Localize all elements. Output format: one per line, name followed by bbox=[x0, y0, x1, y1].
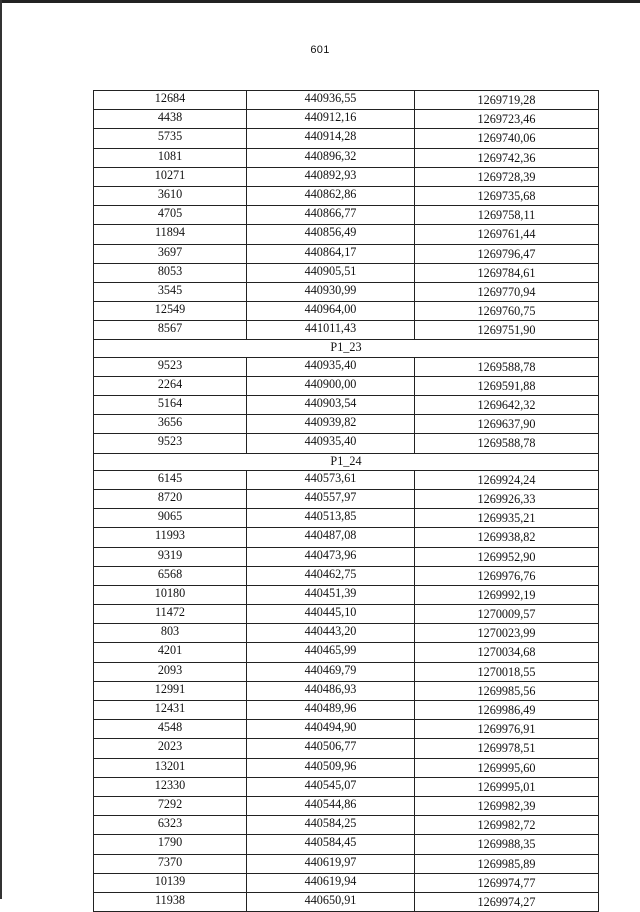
y-coordinate-cell: 1269995,01 bbox=[415, 777, 599, 796]
table-row bbox=[94, 854, 599, 873]
table-row bbox=[94, 873, 599, 892]
x-coordinate-cell: 440935,40 bbox=[247, 357, 415, 376]
y-coordinate-cell: 1269728,39 bbox=[415, 167, 599, 186]
x-coordinate-cell: 440896,32 bbox=[247, 148, 415, 167]
point-id-cell: 3610 bbox=[94, 186, 247, 205]
point-id-cell: 2093 bbox=[94, 662, 247, 681]
scan-border-left bbox=[0, 0, 2, 899]
x-coordinate-cell: 440487,08 bbox=[247, 528, 415, 547]
x-coordinate-cell: 440465,99 bbox=[247, 643, 415, 662]
table-row bbox=[94, 547, 599, 566]
table-row bbox=[94, 585, 599, 604]
y-coordinate-cell: 1269986,49 bbox=[415, 701, 599, 720]
point-id-cell: 9319 bbox=[94, 547, 247, 566]
point-id-cell: 3656 bbox=[94, 415, 247, 434]
table-row bbox=[94, 110, 599, 129]
point-id-cell: 4548 bbox=[94, 720, 247, 739]
table-row bbox=[94, 415, 599, 434]
table-row bbox=[94, 739, 599, 758]
x-coordinate-cell: 440619,97 bbox=[247, 854, 415, 873]
scan-border-top bbox=[0, 0, 640, 3]
x-coordinate-cell: 440473,96 bbox=[247, 547, 415, 566]
y-coordinate-cell: 1269985,56 bbox=[415, 681, 599, 700]
x-coordinate-cell: 440509,96 bbox=[247, 758, 415, 777]
table-row bbox=[94, 509, 599, 528]
table-row bbox=[94, 244, 599, 263]
x-coordinate-cell: 440936,55 bbox=[247, 91, 415, 110]
table-row bbox=[94, 129, 599, 148]
table-row bbox=[94, 624, 599, 643]
coordinates-table-body bbox=[94, 91, 599, 912]
x-coordinate-cell: 440462,75 bbox=[247, 566, 415, 585]
point-id-cell: 11993 bbox=[94, 528, 247, 547]
point-id-cell: 2023 bbox=[94, 739, 247, 758]
table-row bbox=[94, 91, 599, 110]
point-id-cell: 6145 bbox=[94, 470, 247, 489]
point-id-cell: 12991 bbox=[94, 681, 247, 700]
x-coordinate-cell: 440489,96 bbox=[247, 701, 415, 720]
y-coordinate-cell: 1269761,44 bbox=[415, 225, 599, 244]
x-coordinate-cell: 440862,86 bbox=[247, 186, 415, 205]
y-coordinate-cell: 1269588,78 bbox=[415, 434, 599, 453]
point-id-cell: 13201 bbox=[94, 758, 247, 777]
point-id-cell: 9523 bbox=[94, 434, 247, 453]
x-coordinate-cell: 440443,20 bbox=[247, 624, 415, 643]
table-row bbox=[94, 282, 599, 301]
point-id-cell: 7370 bbox=[94, 854, 247, 873]
y-coordinate-cell: 1269760,75 bbox=[415, 302, 599, 321]
x-coordinate-cell: 440856,49 bbox=[247, 225, 415, 244]
y-coordinate-cell: 1269976,76 bbox=[415, 566, 599, 585]
point-id-cell: 4438 bbox=[94, 110, 247, 129]
y-coordinate-cell: 1269637,90 bbox=[415, 415, 599, 434]
table-row bbox=[94, 701, 599, 720]
point-id-cell: 7292 bbox=[94, 796, 247, 815]
y-coordinate-cell: 1269719,28 bbox=[415, 91, 599, 110]
point-id-cell: 4201 bbox=[94, 643, 247, 662]
x-coordinate-cell: 440584,25 bbox=[247, 816, 415, 835]
point-id-cell: 9523 bbox=[94, 357, 247, 376]
x-coordinate-cell: 440494,90 bbox=[247, 720, 415, 739]
point-id-cell: 5735 bbox=[94, 129, 247, 148]
table-row bbox=[94, 720, 599, 739]
y-coordinate-cell: 1269988,35 bbox=[415, 835, 599, 854]
x-coordinate-cell: 440903,54 bbox=[247, 396, 415, 415]
point-id-cell: 12431 bbox=[94, 701, 247, 720]
y-coordinate-cell: 1269926,33 bbox=[415, 489, 599, 508]
x-coordinate-cell: 440486,93 bbox=[247, 681, 415, 700]
point-id-cell: 12330 bbox=[94, 777, 247, 796]
x-coordinate-cell: 440469,79 bbox=[247, 662, 415, 681]
x-coordinate-cell: 440905,51 bbox=[247, 263, 415, 282]
point-id-cell: 2264 bbox=[94, 376, 247, 395]
x-coordinate-cell: 440866,77 bbox=[247, 206, 415, 225]
section-label: P1_23 bbox=[94, 340, 599, 357]
y-coordinate-cell: 1269982,39 bbox=[415, 796, 599, 815]
y-coordinate-cell: 1269974,77 bbox=[415, 873, 599, 892]
y-coordinate-cell: 1269796,47 bbox=[415, 244, 599, 263]
x-coordinate-cell: 440912,16 bbox=[247, 110, 415, 129]
x-coordinate-cell: 440506,77 bbox=[247, 739, 415, 758]
table-row bbox=[94, 148, 599, 167]
point-id-cell: 10271 bbox=[94, 167, 247, 186]
y-coordinate-cell: 1269751,90 bbox=[415, 321, 599, 340]
point-id-cell: 1790 bbox=[94, 835, 247, 854]
x-coordinate-cell: 440445,10 bbox=[247, 605, 415, 624]
y-coordinate-cell: 1269723,46 bbox=[415, 110, 599, 129]
x-coordinate-cell: 441011,43 bbox=[247, 321, 415, 340]
x-coordinate-cell: 440864,17 bbox=[247, 244, 415, 263]
table-row bbox=[94, 643, 599, 662]
x-coordinate-cell: 440584,45 bbox=[247, 835, 415, 854]
y-coordinate-cell: 1269742,36 bbox=[415, 148, 599, 167]
y-coordinate-cell: 1269642,32 bbox=[415, 396, 599, 415]
point-id-cell: 3545 bbox=[94, 282, 247, 301]
table-row bbox=[94, 321, 599, 340]
section-header-row bbox=[94, 453, 599, 470]
y-coordinate-cell: 1269982,72 bbox=[415, 816, 599, 835]
coordinates-table bbox=[93, 90, 599, 912]
table-row bbox=[94, 225, 599, 244]
point-id-cell: 5164 bbox=[94, 396, 247, 415]
x-coordinate-cell: 440557,97 bbox=[247, 489, 415, 508]
y-coordinate-cell: 1269978,51 bbox=[415, 739, 599, 758]
table-row bbox=[94, 206, 599, 225]
y-coordinate-cell: 1269976,91 bbox=[415, 720, 599, 739]
y-coordinate-cell: 1270009,57 bbox=[415, 605, 599, 624]
x-coordinate-cell: 440892,93 bbox=[247, 167, 415, 186]
table-row bbox=[94, 796, 599, 815]
x-coordinate-cell: 440964,00 bbox=[247, 302, 415, 321]
y-coordinate-cell: 1270034,68 bbox=[415, 643, 599, 662]
x-coordinate-cell: 440619,94 bbox=[247, 873, 415, 892]
point-id-cell: 8053 bbox=[94, 263, 247, 282]
table-row bbox=[94, 396, 599, 415]
table-row bbox=[94, 758, 599, 777]
y-coordinate-cell: 1269938,82 bbox=[415, 528, 599, 547]
page-number: 601 bbox=[310, 44, 330, 56]
y-coordinate-cell: 1269740,06 bbox=[415, 129, 599, 148]
point-id-cell: 10180 bbox=[94, 585, 247, 604]
section-label: P1_24 bbox=[94, 453, 599, 470]
y-coordinate-cell: 1269995,60 bbox=[415, 758, 599, 777]
point-id-cell: 11938 bbox=[94, 892, 247, 911]
point-id-cell: 8567 bbox=[94, 321, 247, 340]
y-coordinate-cell: 1269758,11 bbox=[415, 206, 599, 225]
x-coordinate-cell: 440935,40 bbox=[247, 434, 415, 453]
x-coordinate-cell: 440545,07 bbox=[247, 777, 415, 796]
point-id-cell: 8720 bbox=[94, 489, 247, 508]
y-coordinate-cell: 1269985,89 bbox=[415, 854, 599, 873]
table-row bbox=[94, 434, 599, 453]
y-coordinate-cell: 1270023,99 bbox=[415, 624, 599, 643]
table-row bbox=[94, 302, 599, 321]
table-row bbox=[94, 470, 599, 489]
y-coordinate-cell: 1269588,78 bbox=[415, 357, 599, 376]
table-row bbox=[94, 777, 599, 796]
y-coordinate-cell: 1269591,88 bbox=[415, 376, 599, 395]
point-id-cell: 803 bbox=[94, 624, 247, 643]
y-coordinate-cell: 1269924,24 bbox=[415, 470, 599, 489]
x-coordinate-cell: 440544,86 bbox=[247, 796, 415, 815]
point-id-cell: 4705 bbox=[94, 206, 247, 225]
point-id-cell: 9065 bbox=[94, 509, 247, 528]
table-row bbox=[94, 376, 599, 395]
table-row bbox=[94, 816, 599, 835]
x-coordinate-cell: 440573,61 bbox=[247, 470, 415, 489]
point-id-cell: 6323 bbox=[94, 816, 247, 835]
point-id-cell: 6568 bbox=[94, 566, 247, 585]
y-coordinate-cell: 1269974,27 bbox=[415, 892, 599, 911]
table-row bbox=[94, 186, 599, 205]
y-coordinate-cell: 1269770,94 bbox=[415, 282, 599, 301]
y-coordinate-cell: 1269735,68 bbox=[415, 186, 599, 205]
x-coordinate-cell: 440451,39 bbox=[247, 585, 415, 604]
table-row bbox=[94, 605, 599, 624]
x-coordinate-cell: 440900,00 bbox=[247, 376, 415, 395]
table-row bbox=[94, 681, 599, 700]
table-row bbox=[94, 528, 599, 547]
point-id-cell: 11472 bbox=[94, 605, 247, 624]
table-row bbox=[94, 489, 599, 508]
point-id-cell: 11894 bbox=[94, 225, 247, 244]
x-coordinate-cell: 440939,82 bbox=[247, 415, 415, 434]
x-coordinate-cell: 440650,91 bbox=[247, 892, 415, 911]
point-id-cell: 10139 bbox=[94, 873, 247, 892]
y-coordinate-cell: 1269992,19 bbox=[415, 585, 599, 604]
point-id-cell: 12549 bbox=[94, 302, 247, 321]
table-row bbox=[94, 892, 599, 911]
table-row bbox=[94, 357, 599, 376]
point-id-cell: 1081 bbox=[94, 148, 247, 167]
x-coordinate-cell: 440930,99 bbox=[247, 282, 415, 301]
table-row bbox=[94, 263, 599, 282]
y-coordinate-cell: 1269952,90 bbox=[415, 547, 599, 566]
x-coordinate-cell: 440914,28 bbox=[247, 129, 415, 148]
x-coordinate-cell: 440513,85 bbox=[247, 509, 415, 528]
y-coordinate-cell: 1269935,21 bbox=[415, 509, 599, 528]
section-header-row bbox=[94, 340, 599, 357]
table-row bbox=[94, 167, 599, 186]
point-id-cell: 12684 bbox=[94, 91, 247, 110]
table-row bbox=[94, 662, 599, 681]
point-id-cell: 3697 bbox=[94, 244, 247, 263]
table-row bbox=[94, 835, 599, 854]
table-row bbox=[94, 566, 599, 585]
y-coordinate-cell: 1269784,61 bbox=[415, 263, 599, 282]
y-coordinate-cell: 1270018,55 bbox=[415, 662, 599, 681]
